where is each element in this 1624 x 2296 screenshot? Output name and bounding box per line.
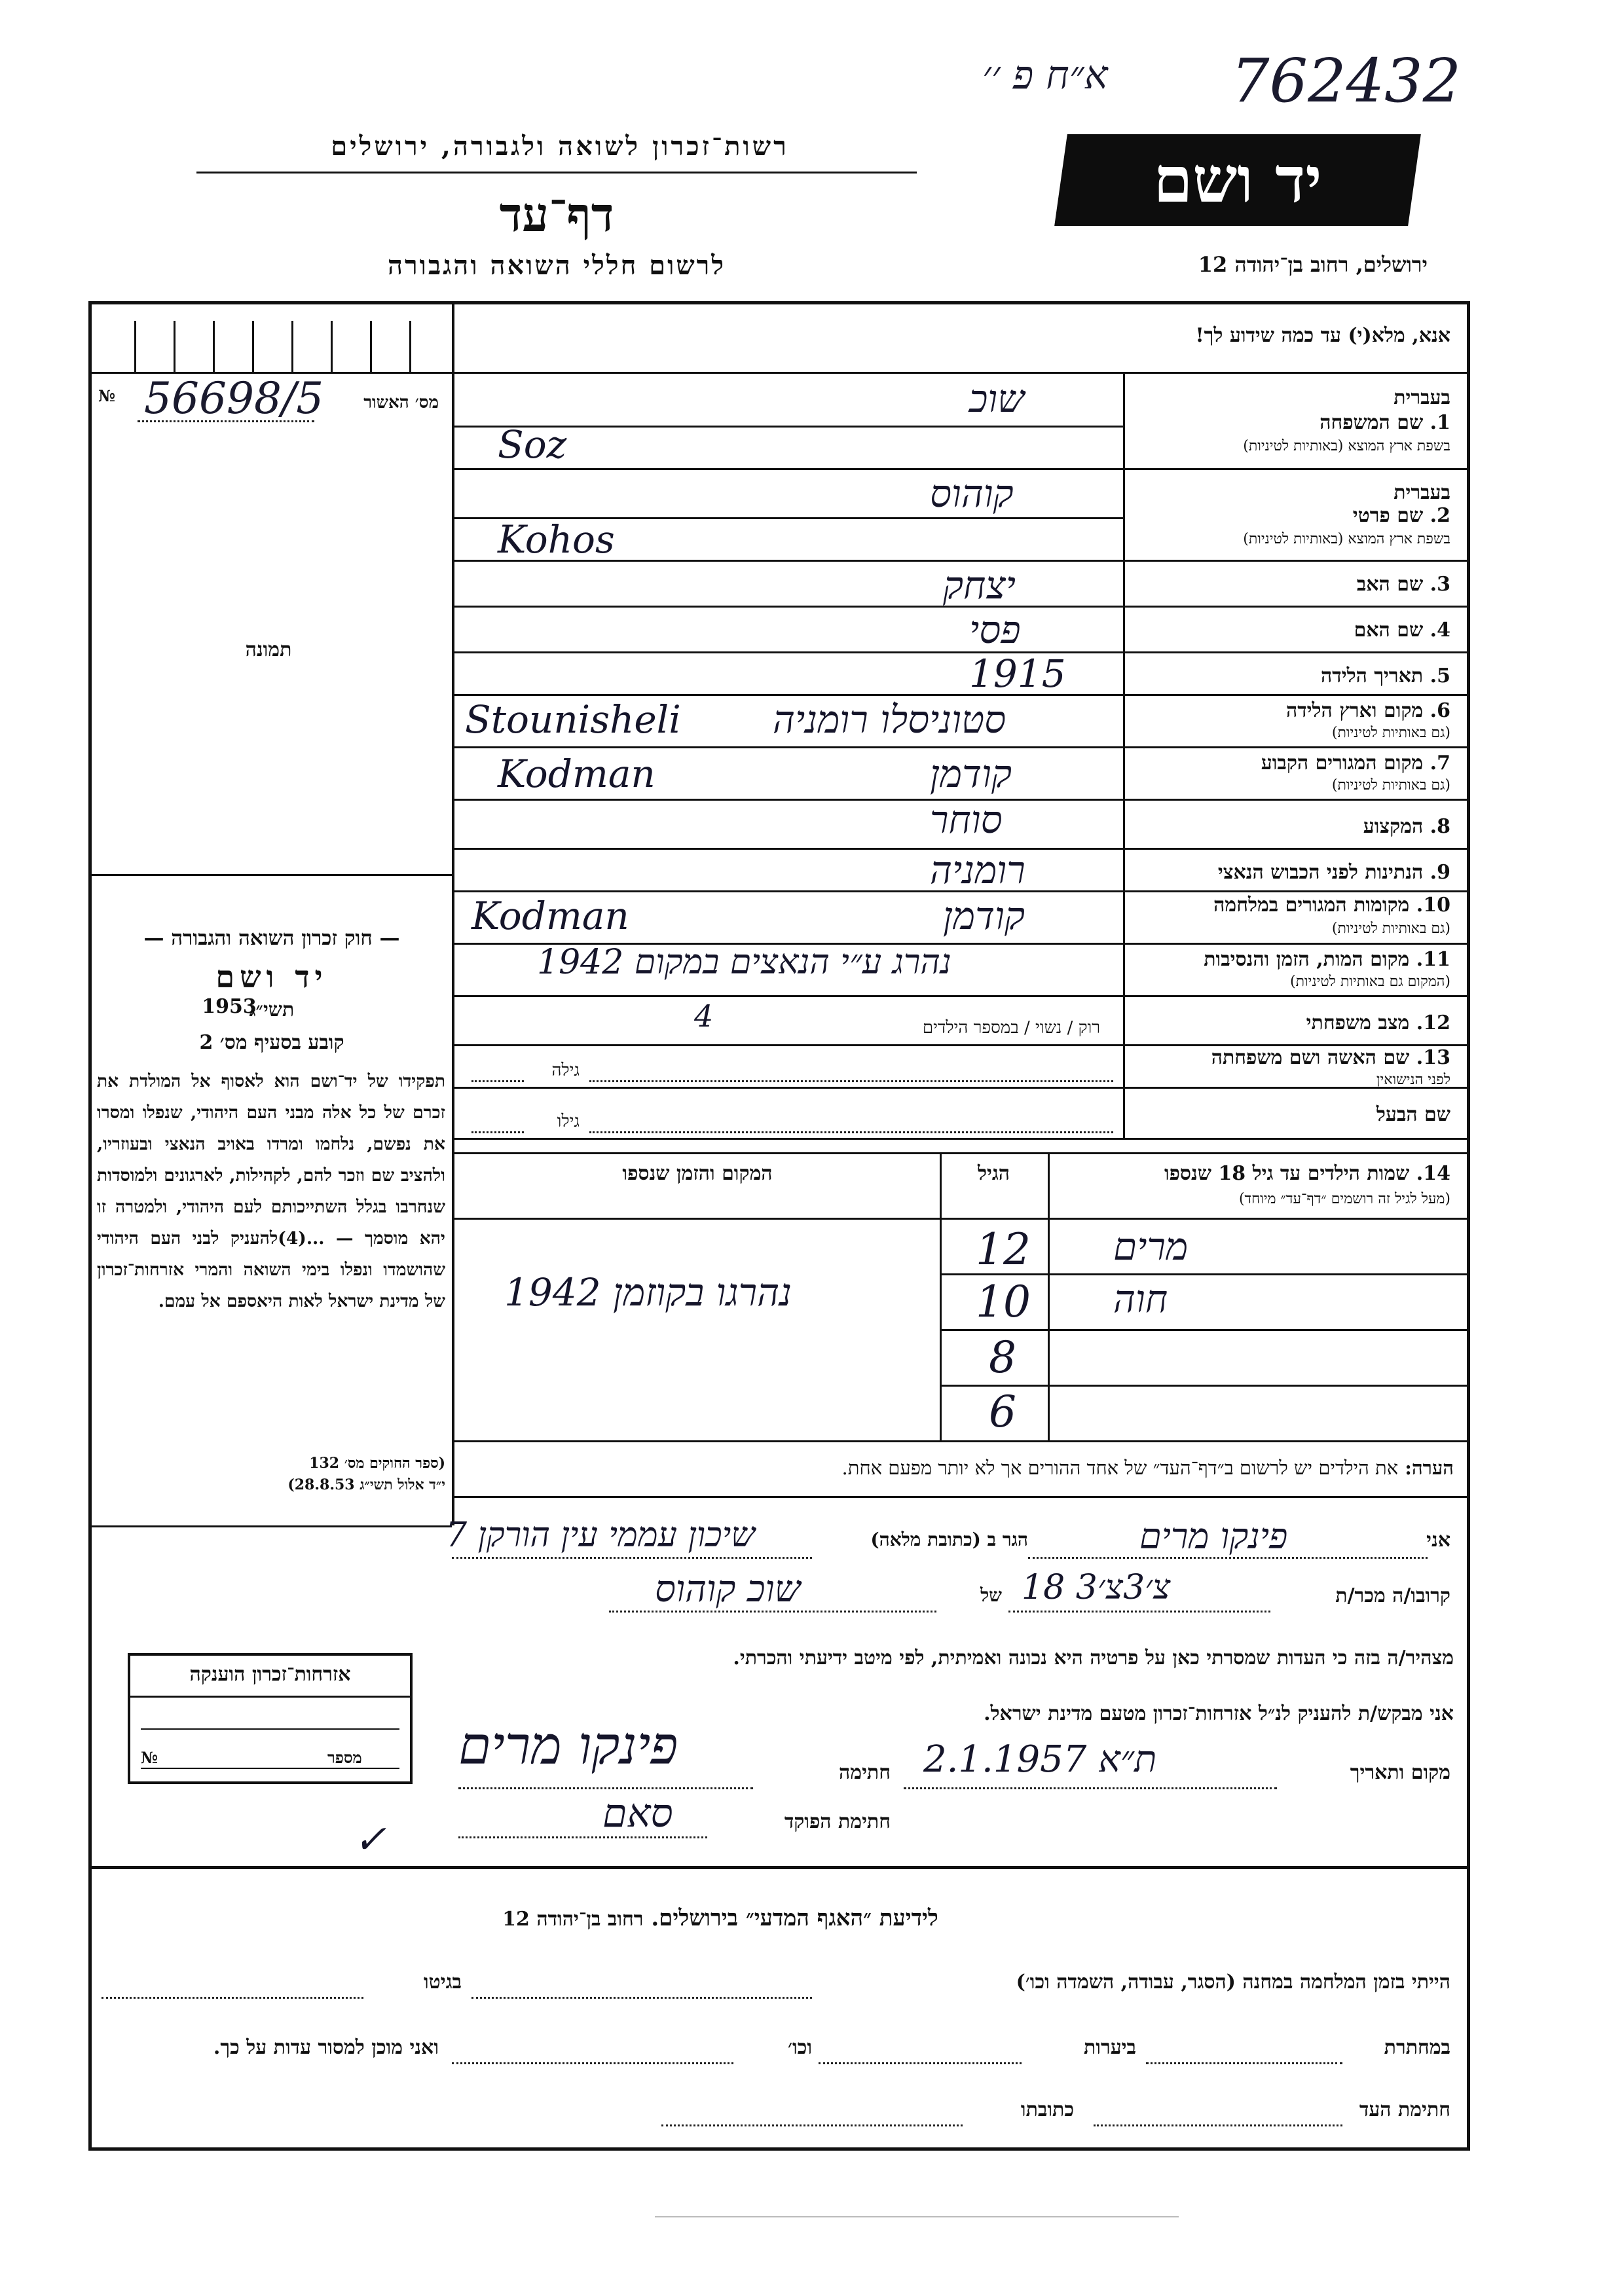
certificate-title: אזרחות־זכרון הוענקה (189, 1663, 351, 1686)
bottom-line2-d: ואני מוכן למסור עדות על כך. (213, 2036, 439, 2059)
field5-value: 1915 (969, 651, 1066, 696)
field10-label: 10. מקומות המגורים במלחמה (1213, 894, 1450, 917)
signature-value: פינקו מרים (458, 1715, 678, 1776)
certificate-number-label: מספר (327, 1748, 362, 1767)
husband-label: שם הבעל (1376, 1103, 1450, 1126)
child2-age: 10 (976, 1277, 1031, 1327)
field7-value: קודמן (930, 752, 1012, 796)
children-note: הערה: את הילדים יש לרשום ב״דף־העד״ של אחד ההורים אך לא יותר מפעם אחת. (841, 1457, 1454, 1479)
field11-value: נהרג ע״י הנאצים במקום 1942 (537, 943, 951, 982)
resides-label: הגר ב (כתובת מלאה) (870, 1529, 1028, 1550)
field11-sub: (המקום גם באותיות לטיניות) (1290, 974, 1450, 990)
field6-sub: (גם באותיות לטיניות) (1331, 725, 1450, 741)
field2-value-heb: קוהוס (930, 471, 1014, 516)
field2-label: 2. שם פרטי (1352, 504, 1450, 527)
children-header-sub: (מעל לגיל זה רושמים ״דף־עד״ מיוחד) (1238, 1191, 1450, 1207)
of-value: שוכ קוהוס (655, 1568, 801, 1611)
law-title: — חוק זכרון השואה והגבורה — (143, 926, 400, 950)
org-line: רשות־זכרון לשואה ולגבורה, ירושלים (331, 131, 789, 162)
bottom-title: לידיעת ״האגף המדעי״ בירושלים. רחוב בן־יהודה 12 (502, 1905, 938, 1931)
bottom-line1-label: הייתי בזמן המלחמה במחנה (הסגר, עבודה, השמדה וכו׳) (1016, 1971, 1450, 1994)
law-body: תפקידו של יד־ושם הוא לאסוף אל המולדת את זכרם של כל אלה מבני העם היהודי, שנפלו ומסרו את נפשם, נלחמו ומרדו באויב הנאצי ובעוזריו, ולהציב שם וזכר להם, לקהילות, לארגונים ולמוסדות שנחרבו בגלל השתייכותם לעם היהודי, ולמטרה זו יהא מוסמך — ...(4)להעניק לבני העם היהודי שהושמדו ונפלו בימי השואה והמרי אזרחות־זכרון של מדינת ישראל לאות היאספם אל עמם. (97, 1071, 445, 1311)
request-text: אני מבקש/ת להעניק לנ״ל אזרחות־זכרון מטעם מדינת ישראל. (984, 1702, 1454, 1725)
field2-value-lat: Kohos (498, 517, 615, 562)
of-label: של (980, 1584, 1002, 1606)
law-name: יד ושם (215, 959, 328, 994)
form-subtitle: לרשום חללי השואה והגבורה (387, 250, 726, 281)
field8-label: 8. המקצוע (1363, 815, 1450, 838)
address: ירושלים, רחוב בן־יהודה 12 (1198, 252, 1428, 277)
field10-value: קודמן (943, 894, 1025, 938)
field1-label: 1. שם המשפחה (1320, 411, 1450, 434)
field3-label: 3. שם האב (1356, 573, 1450, 596)
field12-label: 12. מצב משפחתי (1306, 1011, 1450, 1034)
child1-name: מרים (1113, 1224, 1189, 1269)
field8-value: סוחר (930, 797, 1003, 842)
instruction-line (452, 372, 1470, 374)
child4-age: 6 (989, 1387, 1016, 1437)
field10-value-lat: Kodman (471, 894, 629, 938)
bottom-line2-c: וכו׳ (788, 2036, 812, 2059)
org-underline (196, 172, 917, 173)
child3-age: 8 (989, 1332, 1016, 1383)
instruction: אנא, מלא(י) עד כמה שידוע לך! (1195, 324, 1450, 347)
declaration-text: מצהיר/ה בזה כי העדות שמסרתי כאן על פרטיה היא נכונה ואמיתית, לפי מיטב ידיעתי והכרתי. (733, 1647, 1454, 1669)
handwritten-mark: א״ח פ ׳׳ (982, 52, 1108, 98)
field1-value-heb: שוכ (969, 376, 1025, 421)
field1-value-lat: Soz (498, 422, 567, 467)
bottom-line2-b: ביערות (1083, 2036, 1136, 2059)
field11-label: 11. מקום המות, הזמן והנסיבות (1204, 948, 1450, 971)
law-clause: קובע בסעיף מס׳ 2 (199, 1031, 344, 1054)
field10-sub: (גם באותיות לטיניות) (1331, 920, 1450, 937)
children-col2 (1048, 1152, 1050, 1440)
approval-no-sign: № (98, 386, 116, 405)
field4-value: פסי (969, 608, 1021, 652)
photo-label: תמונה (245, 638, 292, 661)
relation-value: 18 צ׳3צ׳3 (1022, 1568, 1171, 1607)
child1-age: 12 (976, 1224, 1031, 1275)
ani-label: אני (1426, 1529, 1450, 1552)
file-number: 762432 (1231, 46, 1462, 116)
children-col1 (940, 1152, 942, 1440)
field9-value: רומניה (930, 848, 1025, 892)
field7-sub: (גם באותיות לטיניות) (1331, 777, 1450, 793)
law-source: (ספר החוקים מס׳ 132 (309, 1455, 445, 1472)
officer-mark: ✓ (354, 1817, 387, 1863)
logo-text: יד ושם (1153, 143, 1322, 217)
field1-sub: בשפת ארץ המוצא (באותיות לטיניות) (1243, 438, 1450, 454)
children-header: 14. שמות הילדים עד גיל 18 שנספו (1164, 1162, 1450, 1185)
law-source-date: י״ד אלול תשי״ג 28.8.53) (287, 1476, 445, 1493)
law-year-heb: תשי״ג (249, 998, 295, 1021)
children-col-age: הגיל (977, 1162, 1010, 1185)
place-date-label: מקום ותאריך (1350, 1761, 1450, 1784)
field4-label: 4. שם האם (1354, 619, 1450, 642)
field6-value: סטוניסלו רומניה (773, 697, 1006, 742)
field12-options: רוק / נשוי / במספר הילדים (922, 1018, 1100, 1038)
place-date-value: 2.1.1957 ת״א (923, 1738, 1157, 1781)
bottom-line2-a: במחתרת (1384, 2036, 1450, 2059)
approval-number: 56698/5 (144, 373, 324, 424)
field13-sub: לפני הנישואין (1376, 1072, 1450, 1088)
field9-label: 9. הנתינות לפני הכבוש הנאצי (1217, 861, 1450, 884)
field2-sub: בשפת ארץ המוצא (באותיות לטיניות) (1243, 531, 1450, 547)
child2-place: נהרגו בקוזמן 1942 (504, 1270, 792, 1315)
field5-label: 5. תאריך הלידה (1321, 665, 1450, 687)
field3-value: יצחק (943, 563, 1016, 608)
relation-label: קרובו/ה מכר/ת (1335, 1584, 1450, 1607)
field2-heb-tag: בעברית (1393, 481, 1450, 504)
field6-value-lat: Stounisheli (465, 697, 681, 742)
bottom-line3-b: כתובתו (1020, 2098, 1074, 2121)
form-title: דף־עד (499, 187, 614, 242)
approval-label: מס׳ האשור (363, 393, 439, 412)
officer-signature: סאם (602, 1791, 673, 1836)
left-panel-divider (452, 301, 454, 1525)
label-column-divider (1123, 372, 1125, 1138)
field13-label: 13. שם האשה ושם משפחתה (1211, 1046, 1450, 1069)
wife-age-label: גילה (551, 1061, 580, 1080)
officer-label: חתימת הפוקד (784, 1810, 891, 1833)
child2-name: חוה (1113, 1277, 1168, 1321)
law-year: 1953 (202, 995, 257, 1018)
declarant-address: שיכון עממי עין הורקן 7 (445, 1516, 756, 1555)
field1-heb-tag: בעברית (1393, 386, 1450, 409)
field7-value-lat: Kodman (498, 752, 655, 796)
bottom-line3-a: חתימת העד (1359, 2098, 1450, 2121)
field6-label: 6. מקום וארץ הלידה (1285, 699, 1450, 722)
signature-label: חתימה (839, 1761, 891, 1784)
husband-age-label: גילו (557, 1112, 580, 1131)
certificate-no: № (141, 1748, 158, 1767)
field12-value: 4 (694, 998, 714, 1034)
children-col-place: המקום והזמן שנספו (622, 1162, 773, 1185)
declarant-name: פינקו מרים (1139, 1516, 1288, 1557)
bottom-line1-end: בגיטו (423, 1971, 462, 1994)
field7-label: 7. מקום המגורים הקבוע (1261, 752, 1450, 774)
